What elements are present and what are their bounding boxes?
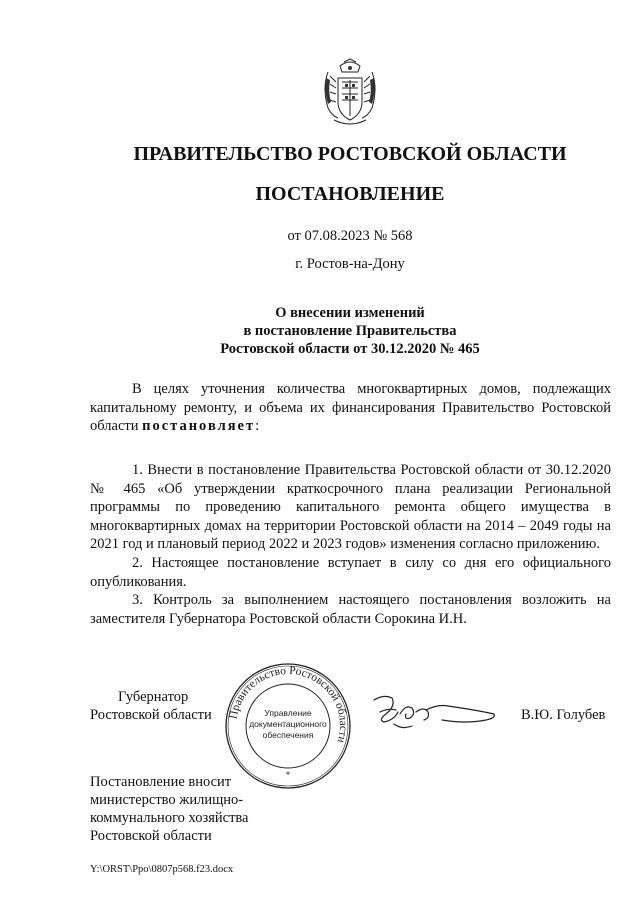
seal-inner-line: обеспечения: [262, 730, 314, 740]
seal-inner-line: документационного: [249, 719, 327, 729]
preamble-text: В целях уточнения количества многоквартирных домов, подлежащих капитальному ремонту, и объема их финансирования Правительство Ростовской области: [90, 381, 611, 435]
document-date-number: от 07.08.2023 № 568: [287, 228, 413, 244]
submitted-by-line: коммунального хозяйства: [90, 810, 249, 826]
signatory-name: В.Ю. Голубев: [521, 707, 606, 723]
resolution-item-2: 2. Настоящее постановление вступает в силу со дня его официального опубликования.: [90, 554, 611, 590]
seal-outer-text: Правительство Ростовской области: [227, 664, 350, 745]
rostov-coat-of-arms-icon: [318, 58, 382, 128]
submitted-by-line: министерство жилищно-: [90, 792, 244, 808]
preamble-keyword: постановляет: [142, 418, 256, 435]
signatory-region: Ростовской области: [90, 707, 212, 723]
file-path: Y:\ORST\Ppo\0807p568.f23.docx: [90, 864, 234, 875]
document-type: ПОСТАНОВЛЕНИЕ: [255, 183, 445, 205]
round-seal-icon: [222, 660, 354, 792]
document-city: г. Ростов-на-Дону: [295, 256, 405, 272]
resolution-items: [90, 461, 611, 628]
svg-text:*: *: [285, 770, 291, 780]
subject-line: Ростовской области от 30.12.2020 № 465: [220, 341, 480, 357]
preamble: [90, 380, 611, 436]
subject-line: О внесении изменений: [275, 305, 425, 321]
submitted-by-line: Постановление вносит: [90, 774, 232, 790]
resolution-item-3: 3. Контроль за выполнением настоящего постановления возложить на заместителя Губернатора Ростовской области Сорокина И.Н.: [90, 592, 611, 627]
signatory-position: Губернатор: [118, 689, 189, 705]
subject-line: в постановление Правительства: [243, 323, 457, 339]
handwritten-signature-icon: [366, 684, 502, 740]
resolution-item-1: 1. Внести в постановление Правительства Ростовской области от 30.12.2020 № 465 «Об утверждении краткосрочного плана реализации Региональной программы по проведению капитального ремонта общего имущества в многоквартирных домах на территории Ростовской области на 2014 – 2049 годы на 2021 год и плановый период 2022 и 2023 годов» изменения согласно приложению.: [90, 462, 611, 553]
government-title: ПРАВИТЕЛЬСТВО РОСТОВСКОЙ ОБЛАСТИ: [133, 143, 567, 165]
seal-inner-line: Управление: [264, 708, 312, 718]
preamble-end: :: [255, 418, 260, 435]
submitted-by-line: Ростовской области: [90, 828, 212, 844]
